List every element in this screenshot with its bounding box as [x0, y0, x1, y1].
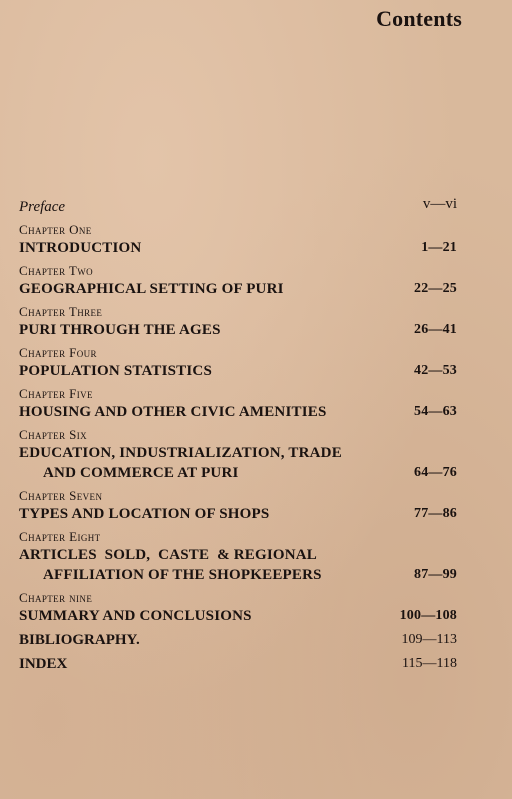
- toc-entry-back-matter: [19, 630, 459, 650]
- toc-entry-chapter: [19, 262, 459, 299]
- chapter-pages: 22—25: [414, 281, 457, 296]
- chapter-pages: 77—86: [414, 506, 457, 521]
- chapter-title: [19, 320, 459, 340]
- chapter-title-line: GEOGRAPHICAL SETTING OF PURI: [19, 281, 284, 297]
- chapter-pages: 54—63: [414, 404, 457, 419]
- chapter-title: [19, 279, 459, 299]
- chapter-title: [19, 545, 459, 585]
- chapter-title: [19, 402, 459, 422]
- chapter-list: [19, 221, 459, 626]
- chapter-title-line: INTRODUCTION: [19, 240, 142, 256]
- chapter-pages: 26—41: [414, 322, 457, 337]
- back-matter-pages: 115—118: [402, 656, 457, 671]
- chapter-label: Chapter Two: [19, 263, 94, 278]
- chapter-label: Chapter Three: [19, 304, 103, 319]
- chapter-title-line: EDUCATION, INDUSTRIALIZATION, TRADE: [19, 445, 342, 461]
- chapter-title: [19, 238, 459, 258]
- chapter-pages: 42—53: [414, 363, 457, 378]
- toc-entry-preface: [19, 196, 459, 217]
- chapter-title-line: POPULATION STATISTICS: [19, 363, 212, 379]
- back-matter-title: BIBLIOGRAPHY.: [19, 632, 140, 648]
- chapter-title-line: ARTICLES SOLD, CASTE & REGIONAL: [19, 547, 318, 563]
- toc-entry-chapter: [19, 385, 459, 422]
- chapter-title-line: AFFILIATION OF THE SHOPKEEPERS: [43, 567, 322, 583]
- back-matter-pages: 109—113: [401, 632, 457, 647]
- chapter-pages: 87—99: [414, 567, 457, 582]
- chapter-label: Chapter Four: [19, 345, 97, 360]
- toc-entry-chapter: [19, 426, 459, 483]
- chapter-pages: 100—108: [399, 608, 457, 623]
- chapter-pages: 64—76: [414, 465, 457, 480]
- chapter-label: Chapter Eight: [19, 529, 101, 544]
- table-of-contents: [19, 196, 459, 674]
- chapter-label: Chapter Seven: [19, 488, 103, 503]
- toc-entry-chapter: [19, 487, 459, 524]
- chapter-title-line: AND COMMERCE AT PURI: [43, 465, 239, 481]
- toc-entry-chapter: [19, 589, 459, 626]
- chapter-label: Chapter One: [19, 222, 92, 237]
- chapter-title: [19, 606, 459, 626]
- chapter-title-line: PURI THROUGH THE AGES: [19, 322, 221, 338]
- chapter-title: [19, 504, 459, 524]
- back-matter-title: INDEX: [19, 656, 68, 672]
- toc-entry-back-matter: [19, 654, 459, 674]
- toc-entry-chapter: [19, 221, 459, 258]
- preface-pages: v—vi: [422, 196, 457, 212]
- toc-entry-chapter: [19, 344, 459, 381]
- chapter-title: [19, 443, 459, 483]
- chapter-label: Chapter nine: [19, 590, 93, 605]
- chapter-title-line: TYPES AND LOCATION OF SHOPS: [19, 506, 270, 522]
- chapter-label: Chapter Six: [19, 427, 88, 442]
- preface-label: Preface: [19, 199, 66, 215]
- chapter-title: [19, 361, 459, 381]
- chapter-title-line: SUMMARY AND CONCLUSIONS: [19, 608, 252, 624]
- chapter-pages: 1—21: [421, 240, 457, 255]
- back-matter-list: [19, 630, 459, 674]
- chapter-title-line: HOUSING AND OTHER CIVIC AMENITIES: [19, 404, 327, 420]
- toc-entry-chapter: [19, 303, 459, 340]
- chapter-label: Chapter Five: [19, 386, 93, 401]
- page-title: Contents: [376, 6, 462, 31]
- toc-entry-chapter: [19, 528, 459, 585]
